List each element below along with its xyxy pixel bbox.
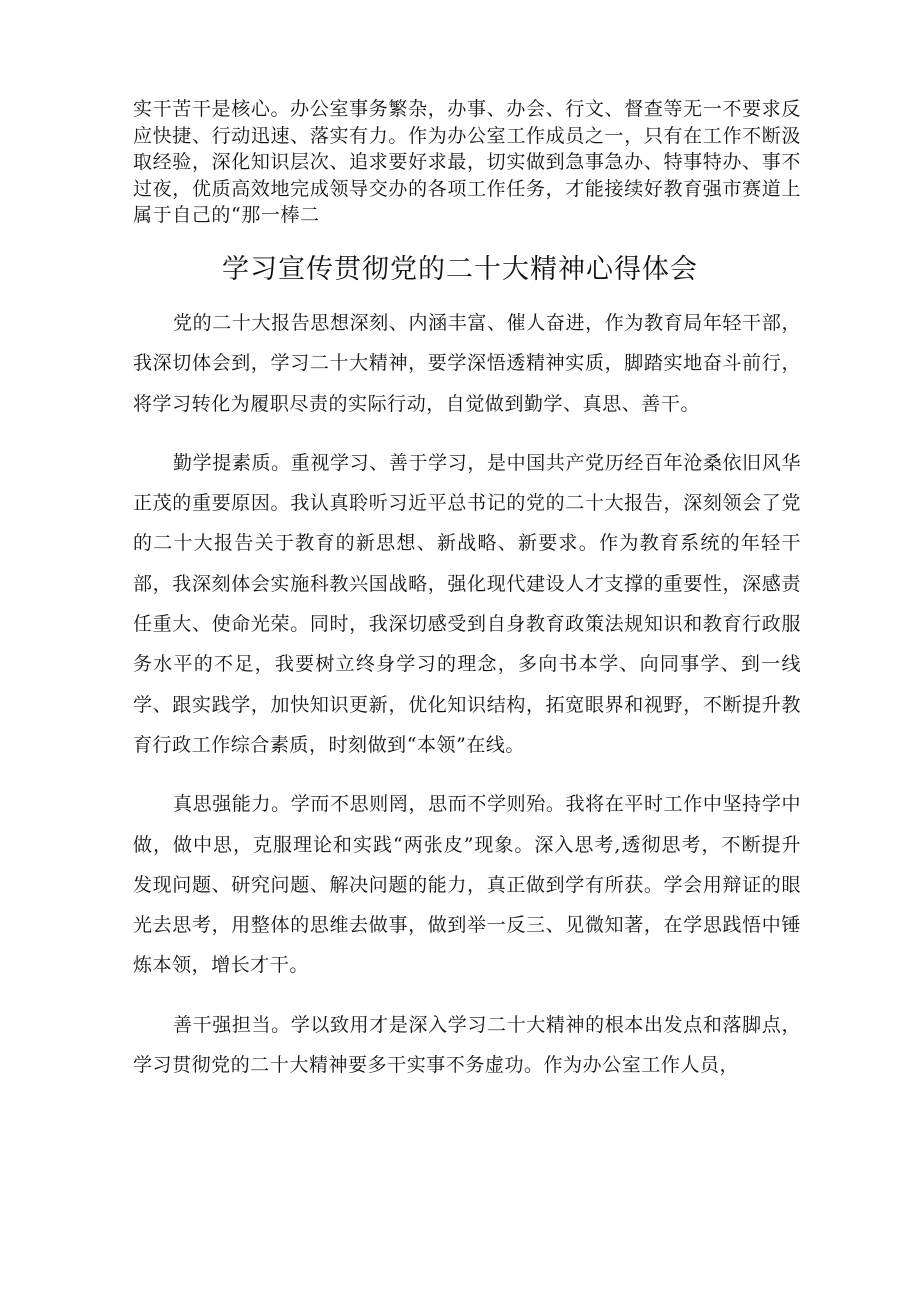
paragraph-opening: 党的二十大报告思想深刻、内涵丰富、催人奋进，作为教育局年轻干部，我深切体会到，学习二十大精神，要学深悟透精神实质，脚踏实地奋斗前行，将学习转化为履职尽责的实际行动，自觉做到勤学、真思、善干。: [133, 312, 801, 415]
article-title: 学习宣传贯彻党的二十大精神心得体会: [222, 254, 698, 285]
intro-paragraph: 实干苦干是核心。办公室事务繁杂，办事、办会、行文、督查等无一不要求反应快捷、行动迅速、落实有力。作为办公室工作成员之一，只有在工作不断汲取经验，深化知识层次、追求要好求最，切实做到急事急办、特事特办、事不过夜，优质高效地完成领导交办的各项工作任务，才能接续好教育强市赛道上属于自己的“那一棒二: [133, 98, 801, 226]
article-body: [133, 303, 801, 1104]
paragraph-diligent-study: 勤学提素质。重视学习、善于学习，是中国共产党历经百年沧桑依旧风华正茂的重要原因。我认真聆听习近平总书记的党的二十大报告，深刻领会了党的二十大报告关于教育的新思想、新战略、新要求。作为教育系统的年轻干部，我深刻体会实施科教兴国战略，强化现代建设人才支撑的重要性，深感责任重大、使命光荣。同时，我深切感受到自身教育政策法规知识和教育行政服务水平的不足，我要树立终身学习的理念，多向书本学、向同事学、到一线学、跟实践学，加快知识更新，优化知识结构，拓宽眼界和视野，不断提升教育行政工作综合素质，时刻做到“本领”在线。: [133, 451, 801, 756]
paragraph-true-thinking: 真思强能力。学而不思则罔，思而不学则殆。我将在平时工作中坚持学中做，做中思，克服理论和实践“两张皮”现象。深入思考,透彻思考，不断提升发现问题、研究问题、解决问题的能力，真正做到学有所获。学会用辩证的眼光去思考，用整体的思维去做事，做到举一反三、见微知著，在学思践悟中锤炼本领，增长才干。: [133, 793, 801, 977]
paragraph-good-work: 善干强担当。学以致用才是深入学习二十大精神的根本出发点和落脚点，学习贯彻党的二十大精神要多干实事不务虚功。作为办公室工作人员，: [133, 1013, 801, 1077]
